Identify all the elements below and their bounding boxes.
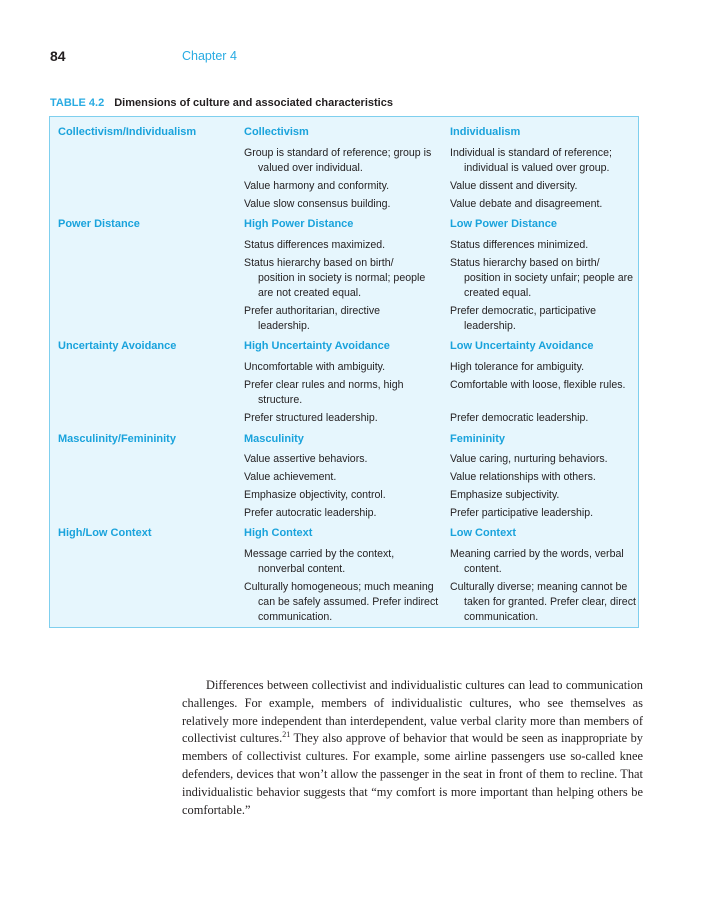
table-cell: Value debate and disagreement.	[450, 198, 603, 210]
table-cell: Prefer clear rules and norms, high structure.	[244, 379, 404, 406]
dimension-label: Uncertainty Avoidance	[58, 340, 177, 352]
table-cell: Prefer authoritarian, directive leadership.	[244, 305, 381, 332]
table-label: TABLE 4.2	[50, 97, 105, 109]
table-cell: Value caring, nurturing behaviors.	[450, 453, 608, 465]
table-cell: Culturally diverse; meaning cannot be taken for granted. Prefer clear, direct communication.	[450, 581, 636, 623]
body-paragraph	[182, 677, 643, 819]
table-cell: Status differences maximized.	[244, 239, 386, 251]
column-heading-right: Individualism	[450, 126, 521, 138]
column-heading-left: High Uncertainty Avoidance	[244, 340, 390, 352]
table-cell: Culturally homogeneous; much meaning can be safely assumed. Prefer indirect communication.	[244, 581, 439, 623]
table-cell: Prefer participative leadership.	[450, 507, 594, 519]
table-cell: Value achievement.	[244, 471, 337, 483]
table-cell: Prefer democratic leadership.	[450, 412, 589, 424]
table-cell: Prefer structured leadership.	[244, 412, 378, 424]
table-cell: Status hierarchy based on birth/ position in society unfair; people are created equal.	[450, 257, 634, 299]
page-number: 84	[50, 48, 66, 64]
column-heading-left: High Context	[244, 527, 313, 539]
dimension-label: Collectivism/Individualism	[58, 126, 197, 138]
paragraph-text-after: They also approve of behavior that would be seen as inappropriate by members of collectivist cultures. For example, some airline passengers use so-called knee defenders, devices that won’t allow the passenger in the seat in front of them to recline. That individualistic behavior suggests that “my comfort is more important than helping others be comfortable.”	[182, 731, 643, 817]
dimension-label: High/Low Context	[58, 527, 152, 539]
table-caption	[50, 97, 393, 109]
table-cell: Status differences minimized.	[450, 239, 589, 251]
footnote-marker: 21	[282, 730, 291, 740]
chapter-label: Chapter 4	[182, 49, 237, 63]
table-title: Dimensions of culture and associated characteristics	[114, 97, 393, 109]
paragraph-text-before: Differences between collectivist and individualistic cultures can lead to communication challenges. For example, members of individualistic cultures, who see themselves as relatively more independent than interdependent, value verbal clarity more than members of collectivist cultures.	[182, 678, 643, 746]
table-cell: Value harmony and conformity.	[244, 180, 390, 192]
table-cell: Value slow consensus building.	[244, 198, 391, 210]
table-cell: Emphasize subjectivity.	[450, 489, 560, 501]
table-cell: Value assertive behaviors.	[244, 453, 368, 465]
table-cell: Emphasize objectivity, control.	[244, 489, 386, 501]
table-cell: Meaning carried by the words, verbal content.	[450, 548, 624, 575]
table-cell: Prefer democratic, participative leadership.	[450, 305, 597, 332]
column-heading-right: Low Uncertainty Avoidance	[450, 340, 594, 352]
column-heading-right: Low Context	[450, 527, 516, 539]
column-heading-left: High Power Distance	[244, 218, 354, 230]
column-heading-left: Collectivism	[244, 126, 309, 138]
table-cell: Comfortable with loose, flexible rules.	[450, 379, 626, 391]
dimension-label: Power Distance	[58, 218, 140, 230]
table-cell: Value dissent and diversity.	[450, 180, 578, 192]
dimension-label: Masculinity/Femininity	[58, 433, 176, 445]
table-cell: High tolerance for ambiguity.	[450, 361, 585, 373]
column-heading-right: Low Power Distance	[450, 218, 557, 230]
table-cell: Message carried by the context, nonverbal content.	[244, 548, 395, 575]
table-cell: Uncomfortable with ambiguity.	[244, 361, 386, 373]
table-cell: Status hierarchy based on birth/ position in society is normal; people are not created equal.	[244, 257, 426, 299]
table-cell: Value relationships with others.	[450, 471, 596, 483]
table-cell: Prefer autocratic leadership.	[244, 507, 377, 519]
table-cell: Individual is standard of reference; individual is valued over group.	[450, 147, 612, 174]
column-heading-left: Masculinity	[244, 433, 304, 445]
table-cell: Group is standard of reference; group is valued over individual.	[244, 147, 432, 174]
column-heading-right: Femininity	[450, 433, 506, 445]
